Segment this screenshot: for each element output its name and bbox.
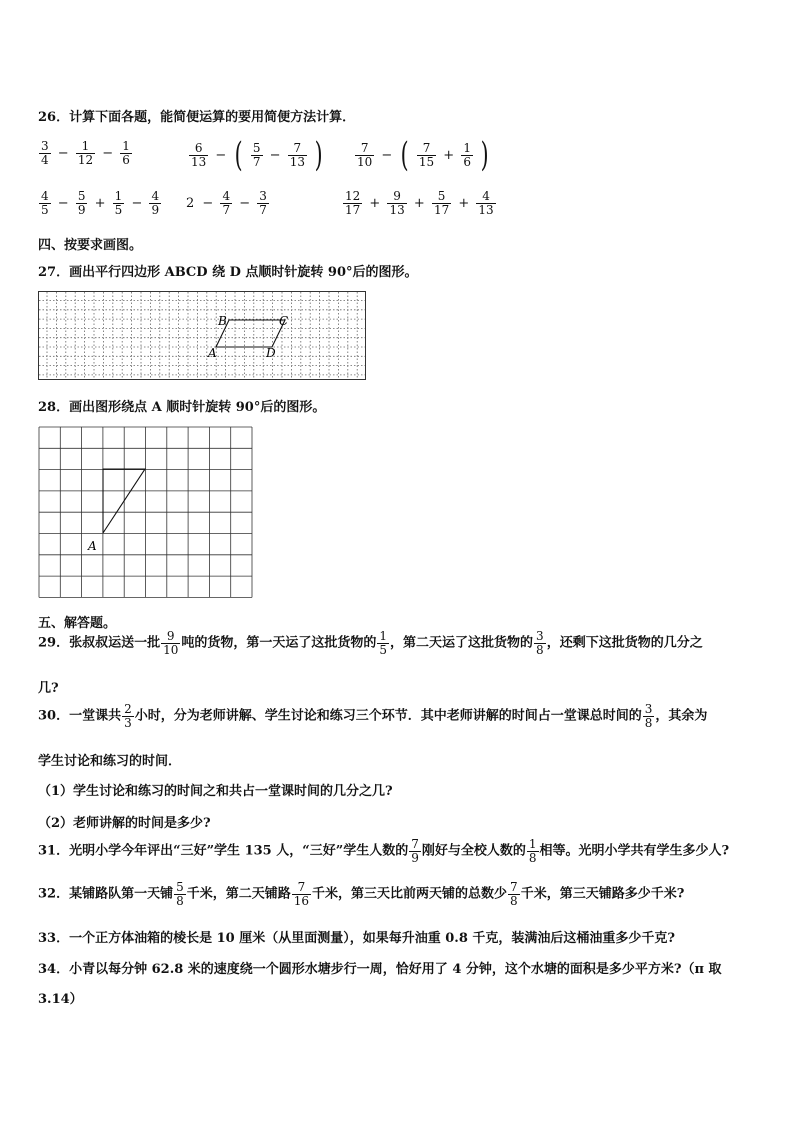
fraction: $\frac{3}{7}$ — [259, 189, 267, 217]
label-a: A — [208, 346, 217, 360]
q32-line: 32．某铺路队第一天铺 $\frac{5}{8}$ 千米，第二天铺路 $\frac{7}{16}$ 千米，第三天比前两天铺的总数少 $\frac{7}{8}$ 千米，第三天铺路多少千米? — [38, 880, 685, 908]
q27-grid-svg — [38, 291, 368, 381]
fraction: $\frac{1}{6}$ — [463, 140, 471, 169]
fraction: $\frac{7}{15}$ — [418, 140, 435, 169]
label-b: B — [218, 314, 227, 328]
fraction: $\frac{3}{4}$ — [41, 139, 49, 167]
q30-line-2: 学生讨论和练习的时间． — [38, 754, 182, 769]
label-d: D — [266, 346, 276, 360]
q33-line: 33．一个正方体油箱的棱长是 10 厘米（从里面测量），如果每升油重 0.8 千克，装满油后这桶油重多少千克? — [38, 931, 676, 946]
q27-dotted-grid — [38, 291, 368, 385]
fraction: $\frac{5}{17}$ — [433, 189, 450, 217]
label-c: C — [279, 314, 289, 328]
fraction: $\frac{7}{10}$ — [357, 140, 373, 169]
fraction: $\frac{7}{13}$ — [289, 140, 305, 169]
q30-line-1: 30．一堂课共 $\frac{2}{3}$ 小时，分为老师讲解、学生讨论和练习三个环节．其中老师讲解的时间占一堂课总时间的 $\frac{3}{8}$ ，其余为 — [38, 702, 708, 730]
q28-title: 28．画出图形绕点 A 顺时针旋转 90°后的图形。 — [38, 400, 326, 415]
q27-title: 27．画出平行四边形 ABCD 绕 D 点顺时针旋转 90°后的图形。 — [38, 265, 418, 280]
fraction: $\frac{12}{17}$ — [345, 189, 361, 217]
section-4-heading: 四、按要求画图。 — [38, 238, 143, 253]
section-5-heading: 五、解答题。 — [38, 616, 117, 631]
q28-square-grid — [38, 426, 256, 602]
q26-expression-5: 2 − $\frac{4}{7}$ − $\frac{3}{7}$ — [186, 189, 267, 217]
q31-line: 31．光明小学今年评出“三好”学生 135 人，“三好”学生人数的 $\frac{7}{9}$ 刚好与全校人数的 $\frac{1}{8}$ 相等。光明小学共有学生多少人? — [38, 837, 730, 865]
q29-line-2: 几? — [38, 681, 59, 696]
fraction: $\frac{1}{12}$ — [77, 139, 94, 167]
q28-grid-svg — [38, 426, 256, 598]
label-a: A — [88, 539, 97, 553]
fraction: $\frac{4}{9}$ — [151, 189, 160, 217]
q26-title: 26．计算下面各题，能简便运算的要用简便方法计算． — [38, 110, 356, 125]
q29-line-1: 29．张叔叔运送一批 $\frac{9}{10}$ 吨的货物，第一天运了这批货物的 $\frac{1}{5}$ ，第二天运了这批货物的 $\frac{3}{8}$ ，还剩下这批货物的几分之 — [38, 629, 703, 657]
fraction: $\frac{4}{5}$ — [41, 189, 49, 217]
q26-expression-6: $\frac{12}{17}$ + $\frac{9}{13}$ + $\frac{5}{17}$ + $\frac{4}{13}$ — [345, 189, 494, 217]
fraction: $\frac{9}{13}$ — [389, 189, 405, 217]
fraction: $\frac{5}{9}$ — [77, 189, 86, 217]
q26-expression-4: $\frac{4}{5}$ − $\frac{5}{9}$ + $\frac{1}{5}$ − $\frac{4}{9}$ — [41, 189, 160, 217]
fraction: $\frac{1}{5}$ — [114, 189, 123, 217]
fraction: $\frac{4}{13}$ — [478, 189, 494, 217]
q26-expression-2: $\frac{6}{13}$ − ( $\frac{5}{7}$ − $\frac{7}{13}$ ) — [191, 135, 323, 175]
fraction: $\frac{5}{7}$ — [252, 140, 261, 169]
q26-expression-3: $\frac{7}{10}$ − ( $\frac{7}{15}$ + $\frac{1}{6}$ ) — [357, 135, 489, 175]
q34-line-2: 3.14） — [38, 992, 83, 1007]
q26-expression-1: $\frac{3}{4}$ − $\frac{1}{12}$ − $\frac{1}{6}$ — [41, 139, 130, 167]
q30-sub-2: （2）老师讲解的时间是多少? — [38, 816, 211, 831]
fraction: $\frac{6}{13}$ — [191, 140, 207, 169]
q34-line-1: 34．小青以每分钟 62.8 米的速度绕一个圆形水塘步行一周，恰好用了 4 分钟，这个水塘的面积是多少平方米?（π 取 — [38, 962, 722, 977]
fraction: $\frac{4}{7}$ — [222, 189, 231, 217]
fraction: $\frac{1}{6}$ — [122, 139, 130, 167]
q30-sub-1: （1）学生讨论和练习的时间之和共占一堂课时间的几分之几? — [38, 784, 393, 799]
